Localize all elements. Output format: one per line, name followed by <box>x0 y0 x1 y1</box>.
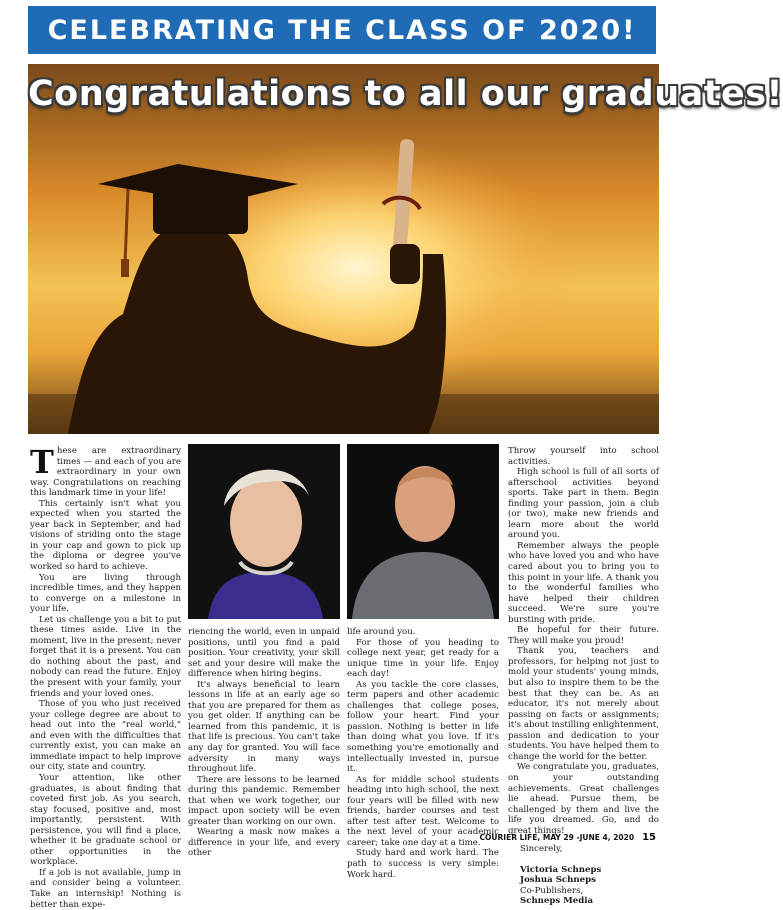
article-paragraph: We congratulate you, graduates, on your outstanding achievements. Great challenges lie ahead. Pursue them, be challenged by them and live the life you dreamed. Go, and do great things! <box>508 762 659 836</box>
article-paragraph: For those of you heading to college next year, get ready for a unique time in your life. Enjoy each day! <box>347 637 499 680</box>
article-paragraph: Throw yourself into school activities. <box>508 446 659 467</box>
signer-name: Victoria Schneps <box>520 864 602 875</box>
article-column-1 <box>30 443 181 910</box>
article-paragraph: life around you. <box>347 627 416 637</box>
article-column-2 <box>188 627 340 859</box>
article-paragraph: You are living through incredible times, and they happen to converge on a milestone in your life. <box>30 572 181 615</box>
portrait-victoria-schneps <box>188 444 340 619</box>
article-paragraph: Let us challenge you a bit to put these times aside. Live in the moment, live in the present; never forget that it is a present. You can do nothing about the past, and nobody can read the future. Enjoy the present with your family, your friends and your loved ones. <box>30 614 181 699</box>
article-paragraph: High school is full of all sorts of afterschool activities beyond sports. Take part in them. Begin finding your passion, join a club (or two), make new friends and learn more about the world around you. <box>508 467 659 541</box>
article-paragraph: Remember always the people who have loved you and who have cared about you to bring you to this point in your life. A thank you to the wonderful families who have helped their children succeed. We're sure you're bursting with pride. <box>508 540 659 625</box>
article-paragraph: Wearing a mask now makes a difference in your life, and every other <box>188 827 340 859</box>
article-paragraph: There are lessons to be learned during this pandemic. Remember that when we work together, our impact upon society will be even greater than working on our own. <box>188 774 340 827</box>
page-footer <box>480 832 656 843</box>
signer-name: Joshua Schneps <box>520 875 596 886</box>
article-paragraph: Those of you who just received your college degree are about to head out into the "real world," and even with the difficulties that currently exist, you can make an immediate impact to help improve our city, state and country. <box>30 699 181 773</box>
article-column-3 <box>347 627 499 880</box>
publication-info: COURIER LIFE, MAY 29 -JUNE 4, 2020 <box>479 833 635 842</box>
article-paragraph: Be hopeful for their future. They will make you proud! <box>508 625 659 646</box>
article-paragraph: As you tackle the core classes, term papers and other academic challenges that college poses, follow your heart. Find your passion. Nothing is better in life than doing what you love. If it's something you're emotionally and intellectually invested in, pursue it. <box>347 679 499 775</box>
hero-photo <box>28 64 783 434</box>
closing-salutation: Sincerely, <box>520 844 563 855</box>
hero-headline: Congratulations to all our graduates! <box>28 74 783 114</box>
article-paragraph: Study hard and work hard. The path to success is very simple: Work hard. <box>347 848 499 880</box>
article-paragraph: It's always beneficial to learn lessons in life at an early age so that you are prepared for them as you get older. If anything can be learned from this pandemic, it is that life is precious. You can't take any day for granted. You will face adversity in many ways throughout life. <box>188 679 340 775</box>
signer-company: Schneps Media <box>520 896 594 907</box>
graduate-silhouette-illustration <box>28 64 783 434</box>
page-number: 15 <box>642 832 656 843</box>
header-banner <box>28 6 656 54</box>
article-paragraph: These are extraordinary times — and each of you are extraordinary in your own way. Congratulations on reaching this landmark time in your life! <box>30 443 181 499</box>
article-paragraph: Thank you, teachers and professors, for helping not just to mold your students' young minds, but also to inspire them to be the best that they can be. As an educator, it's not merely about passing on facts or assignments; it's about instilling enlightenment, passion and dedication to your students. You have helped them to change the world for the better. <box>508 646 659 762</box>
drop-cap: T <box>30 443 54 481</box>
article-paragraph: riencing the world, even in unpaid positions, until you find a paid position. Your creativity, your skill set and your desire will make the difference when hiring begins. <box>188 627 340 680</box>
article-paragraph: If a job is not available, jump in and consider being a volunteer. Take an internship! Nothing is better than expe- <box>30 867 181 910</box>
article-paragraph: As for middle school students heading into high school, the next four years will be filled with new friends, harder courses and test after test after test. Welcome to the next level of your academic career; take one day at a time. <box>347 774 499 848</box>
article-paragraph: This certainly isn't what you expected when you started the year back in September, and had visions of striding onto the stage in your cap and gown to pick up the diploma or degree you've worked so hard to achieve. <box>30 498 181 573</box>
signer-title: Co-Publishers, <box>520 885 584 896</box>
article-paragraph: Your attention, like other graduates, is about finding that coveted first job. As you search, stay focused, positive and, most importantly, persistent. With persistence, you will find a place, whether it be graduate school or other opportunities in the workplace. <box>30 772 181 868</box>
banner-title: CELEBRATING THE CLASS OF 2020! <box>47 14 637 46</box>
portrait-joshua-schneps <box>347 444 499 619</box>
